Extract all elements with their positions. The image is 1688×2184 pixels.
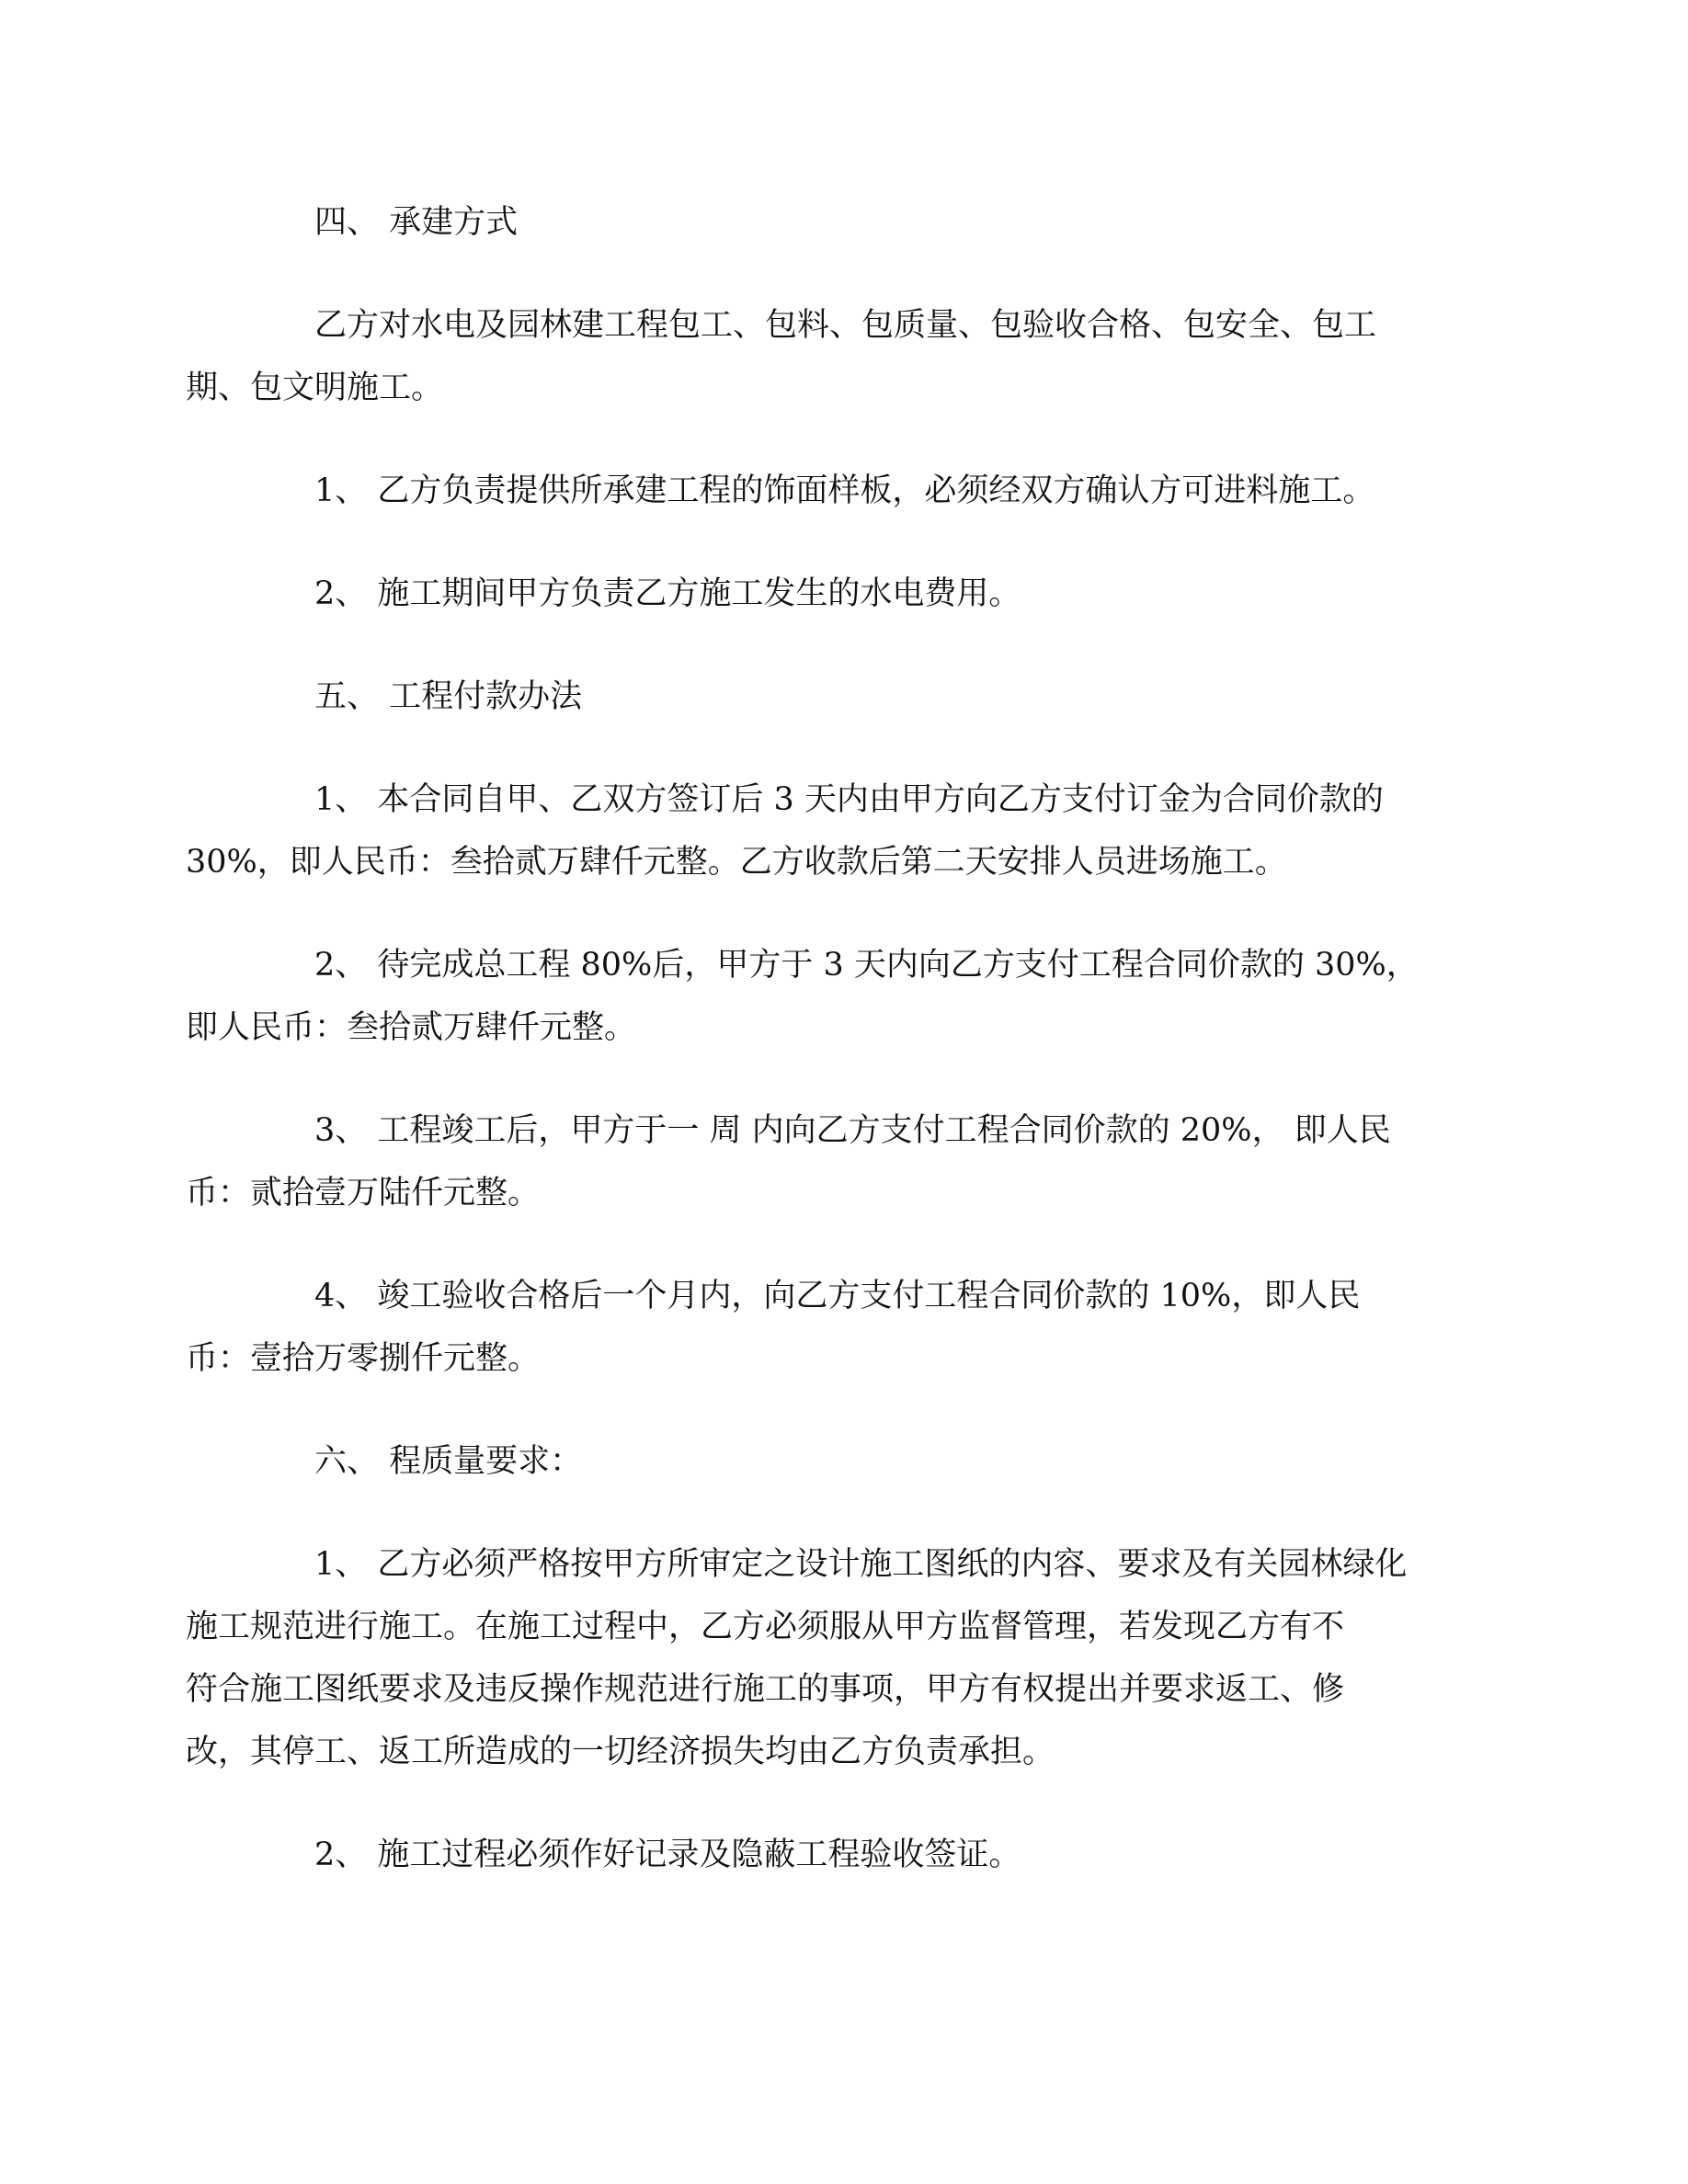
text-line: 3、 工程竣工后，甲方于一 周 内向乙方支付工程合同价款的 20%， 即人民 [314,1112,1391,1149]
text-line: 1、 本合同自甲、乙双方签订后 3 天内由甲方向乙方支付订金为合同价款的 [314,781,1384,818]
paragraph-contract-scope [186,294,1445,419]
text-line: 2、 施工期间甲方负责乙方施工发生的水电费用。 [314,575,1021,612]
document-body [186,191,1445,1927]
paragraph-item-2-utilities [250,563,1445,625]
text-line: 4、 竣工验收合格后一个月内，向乙方支付工程合同价款的 10%，即人民 [314,1278,1361,1314]
text-line: 乙方对水电及园林建工程包工、包料、包质量、包验收合格、包安全、包工 [314,307,1377,344]
text-line: 1、 乙方负责提供所承建工程的饰面样板，必须经双方确认方可进料施工。 [314,472,1375,509]
text-line: 六、 程质量要求： [314,1443,583,1480]
text-line: 符合施工图纸要求及违反操作规范进行施工的事项，甲方有权提出并要求返工、修 [186,1671,1345,1708]
text-line: 币：贰拾壹万陆仟元整。 [186,1175,541,1211]
paragraph-payment-2 [186,934,1445,1059]
text-line: 五、 工程付款办法 [314,678,583,715]
paragraph-item-1-sample [250,460,1445,522]
text-line: 币：壹拾万零捌仟元整。 [186,1340,541,1377]
paragraph-payment-1 [186,768,1445,893]
section-heading-payment-method [250,665,1445,728]
text-line: 施工规范进行施工。在施工过程中，乙方必须服从甲方监督管理，若发现乙方有不 [186,1609,1345,1645]
text-line: 30%，即人民币：叁拾贰万肆仟元整。乙方收款后第二天安排人员进场施工。 [186,844,1287,881]
paragraph-payment-3 [186,1099,1445,1224]
text-line: 期、包文明施工。 [186,370,444,406]
text-line: 2、 待完成总工程 80%后，甲方于 3 天内向乙方支付工程合同价款的 30%， [314,947,1419,984]
text-line: 1、 乙方必须严格按甲方所审定之设计施工图纸的内容、要求及有关园林绿化 [314,1546,1408,1583]
paragraph-quality-1 [186,1533,1445,1783]
text-line: 四、 承建方式 [314,204,519,241]
text-line: 改，其停工、返工所造成的一切经济损失均由乙方负责承担。 [186,1734,1055,1770]
text-line: 即人民币：叁拾贰万肆仟元整。 [186,1009,637,1046]
section-heading-quality-requirements [250,1430,1445,1493]
section-heading-construction-method [250,191,1445,254]
paragraph-quality-2 [250,1824,1445,1886]
paragraph-payment-4 [186,1265,1445,1390]
text-line: 2、 施工过程必须作好记录及隐蔽工程验收签证。 [314,1837,1021,1873]
